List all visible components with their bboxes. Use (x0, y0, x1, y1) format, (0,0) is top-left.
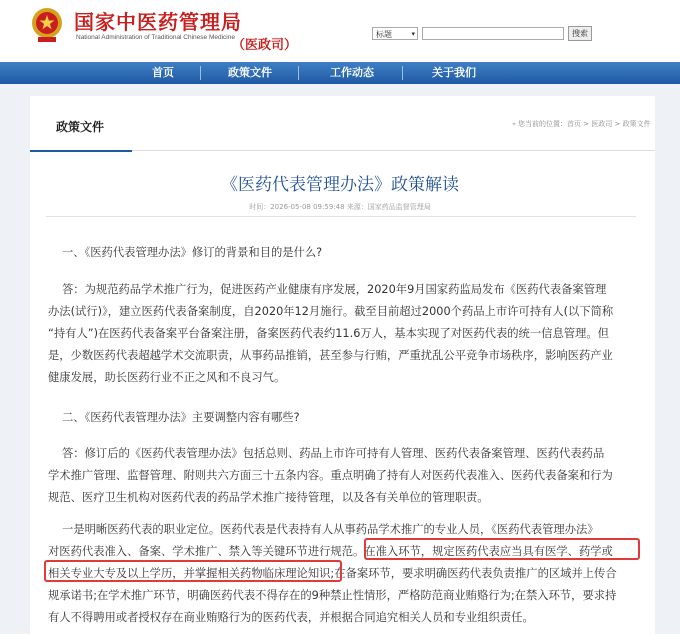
chevron-down-icon: ▾ (411, 30, 415, 38)
paragraph-line: “持有人”)在医药代表备案平台备案注册，备案医药代表约11.6万人，基本实现了对医药代表的统一信息管理。但 (48, 327, 609, 340)
tab-policy-documents[interactable] (30, 96, 132, 152)
article-title: 《医药代表管理办法》政策解读 (221, 175, 459, 195)
article-meta: 时间：2026-05-08 09:59:48 来源：国家药品监督管理局 (249, 203, 431, 211)
tab-divider (132, 150, 655, 151)
highlight-box (44, 560, 342, 582)
search-input[interactable] (422, 27, 564, 40)
paragraph-line: 对医药代表准入、备案、学术推广、禁入等关键环节进行规范。在准入环节，规定医药代表应当具有医学、药学或 (48, 545, 613, 558)
location-pin-icon: ⌖ (512, 120, 516, 128)
paragraph-line: 有人不得聘用或者授权存在商业贿赂行为的医药代表，并根据合同追究相关人员和专业组织责任。 (48, 611, 534, 624)
national-emblem-icon (30, 6, 64, 44)
paragraph-line: 一是明晰医药代表的职业定位。医药代表是代表持有人从事药品学术推广的专业人员，《医药代表管理办法》 (62, 523, 599, 536)
nav-item-policy[interactable]: 政策文件 (228, 66, 272, 79)
search-button[interactable]: 搜索 (568, 26, 592, 41)
breadcrumb (512, 119, 651, 129)
question-heading: 二、《医药代表管理办法》主要调整内容有哪些? (62, 411, 300, 424)
highlight-box (364, 538, 640, 560)
paragraph-line: 规承诺书;在学术推广环节，明确医药代表不得存在的9种禁止性情形，严格防范商业贿赂行为;在禁入环节，要求持 (48, 589, 617, 602)
nav-divider (200, 66, 201, 80)
breadcrumb-text[interactable]: 您当前的位置：首页 > 医政司 > 政策文件 (517, 120, 651, 128)
site-name-en: National Administration of Traditional Chinese Medicine (76, 34, 235, 41)
paragraph-line: 相关专业大专及以上学历，并掌握相关药物临床理论知识;在备案环节，要求明确医药代表负责推广的区域并上传合 (48, 567, 617, 580)
nav-item-about[interactable]: 关于我们 (432, 66, 476, 79)
paragraph-line: 答：为规范药品学术推广行为，促进医药产业健康有序发展，2020年9月国家药监局发布《医药代表备案管理 (62, 283, 607, 296)
nav-item-news[interactable]: 工作动态 (330, 66, 374, 79)
nav-divider (298, 66, 299, 80)
nav-divider (402, 66, 403, 80)
nav-item-home[interactable]: 首页 (152, 66, 174, 79)
paragraph-line: 答：修订后的《医药代表管理办法》包括总则、药品上市许可持有人管理、医药代表备案管理、医药代表药品 (62, 447, 605, 460)
paragraph-line: 学术推广管理、监督管理、附则共六方面三十五条内容。重点明确了持有人对医药代表准入、医药代表备案和行为 (48, 469, 613, 482)
paragraph-line: 规范、医疗卫生机构对医药代表的药品学术推广接待管理，以及各有关单位的管理职责。 (48, 491, 489, 504)
tab-label: 政策文件 (56, 120, 105, 134)
main-nav (0, 62, 680, 84)
paragraph-line: 是，少数医药代表超越学术交流职责，从事药品推销，甚至参与行贿，严重扰乱公平竞争市场秩序，影响医药产业 (48, 349, 613, 362)
title-divider (46, 216, 636, 217)
search-scope-value: 标题 (376, 30, 392, 39)
question-heading: 一、《医药代表管理办法》修订的背景和目的是什么? (62, 246, 323, 259)
paragraph-line: 办法(试行)》，建立医药代表备案制度，自2020年12月施行。截至目前超过2000个药品上市许可持有人(以下简称 (48, 305, 614, 318)
paragraph-line: 健康发展，助长医药行业不正之风和不良习气。 (48, 371, 286, 384)
bureau-tag: （医政司） (232, 38, 298, 53)
site-name-cn[interactable]: 国家中医药管理局 (74, 10, 242, 34)
search-scope-select[interactable] (372, 27, 418, 40)
site-header (0, 0, 680, 62)
